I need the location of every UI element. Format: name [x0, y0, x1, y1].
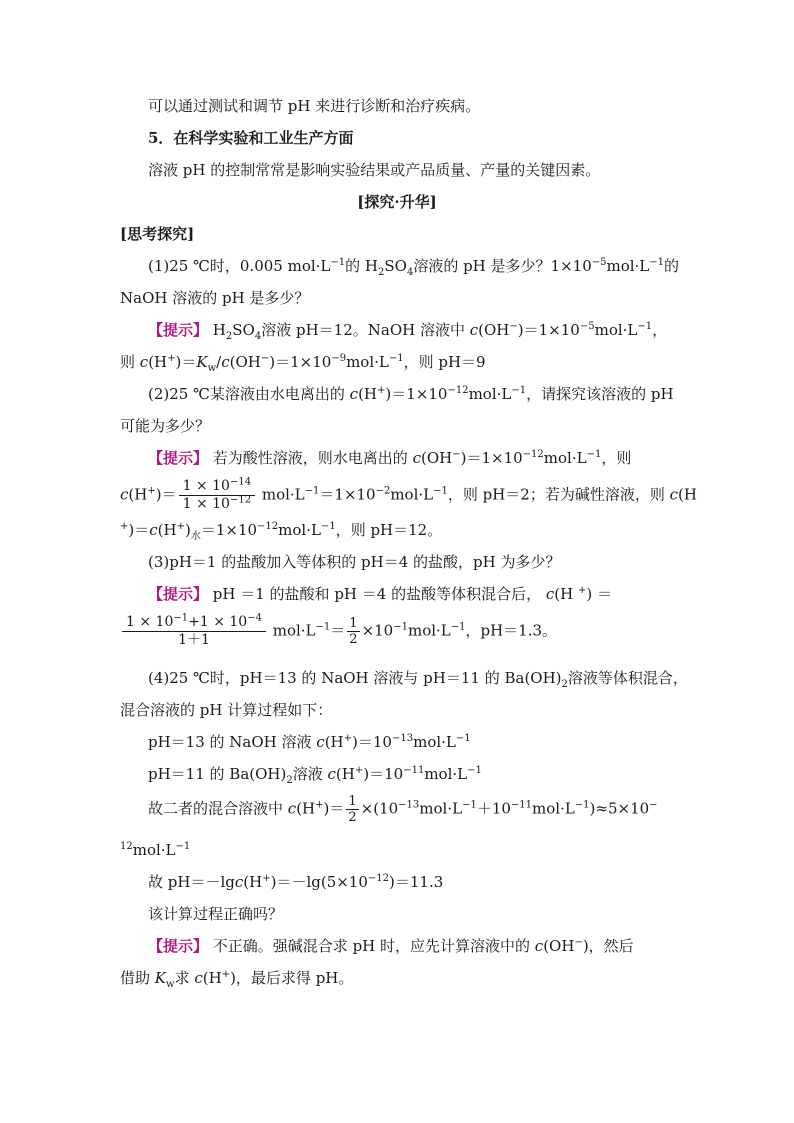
- question-3: (3)pH＝1 的盐酸加入等体积的 pH＝4 的盐酸，pH 为多少？: [148, 553, 561, 571]
- tip-1-line-2: 则 $c(H^+)=K_w/c(OH^-)=1\times 10^{-9}mol\cdot L^{-1}$，则 pH＝9: [120, 353, 486, 374]
- question-4-line-5: 故二者的混合溶液中 c(H+)＝ $\frac{1}{2}$ $\times(10^{-13}mol\cdot L^{-1}+10^{-11}mol\cdot L^{-1})\approx 5\times 10^-$: [148, 794, 658, 825]
- question-4-line-8: 该计算过程正确吗？: [148, 905, 284, 923]
- tip-2-line-2: c(H+)＝ $\frac{1 \times 10^{-14}}{1 \times 10^{-12}}$ $mol\cdot L^{-1}=1\times 10^{-2}mol\cdot L^{-1}$，则 pH＝2；若为碱性溶液，则 c(H: [120, 476, 697, 512]
- subsection-title: [思考探究]: [120, 225, 195, 243]
- question-2-line-2: 可能为多少？: [120, 417, 211, 435]
- question-4-line-4: pH＝11 的 $Ba(OH)_2$溶液 $c(H^+)=10^{-11}mol\cdot L^{-1}$: [148, 765, 482, 786]
- tip-4-line-2: 借助 $K_w$求 c(H+)，最后求得 pH。: [120, 969, 354, 990]
- section-title: [探究·升华]: [357, 193, 437, 211]
- question-4-line-2: 混合溶液的 pH 计算过程如下：: [120, 701, 333, 719]
- tip-3-line-1: 【提示】 pH ＝1 的盐酸和 pH ＝4 的盐酸等体积混合后， c(H +) ＝: [148, 585, 612, 603]
- tip-3-line-2: $\frac{1 \times 10^{-1}+1 \times 10^{-4}}{1+1}$ $mol\cdot L^{-1}=$ $\frac{1}{2}$ $\times 10^{-1}mol\cdot L^{-1}$，pH＝1.3。: [120, 614, 557, 649]
- tip-label: 【提示】: [148, 449, 209, 467]
- fraction: $\frac{1 \times 10^{-1}+1 \times 10^{-4}}{1+1}$: [122, 614, 266, 649]
- tip-label: 【提示】: [148, 585, 209, 603]
- fraction: $\frac{1 \times 10^{-14}}{1 \times 10^{-12}}$: [179, 478, 255, 513]
- section-heading: 5．在科学实验和工业生产方面: [148, 129, 354, 147]
- question-4-line-6: $^{12}mol\cdot L^{-1}$: [120, 841, 191, 859]
- question-4-line-7: 故 $pH=-\lg c(H^+)=-\lg(5\times 10^{-12})=11.3$: [148, 873, 444, 891]
- text-line: 溶液 pH 的控制常常是影响实验结果或产品质量、产量的关键因素。: [148, 161, 601, 179]
- text-line: 可以通过测试和调节 pH 来进行诊断和治疗疾病。: [148, 97, 481, 115]
- fraction-half: $\frac{1}{2}$: [348, 794, 357, 825]
- fraction-half: $\frac{1}{2}$: [349, 616, 358, 647]
- tip-4-line-1: 【提示】 不正确。强碱混合求 pH 时，应先计算溶液中的 c(OH−)，然后: [148, 937, 634, 955]
- tip-2-line-1: 【提示】 若为酸性溶液，则水电离出的 $c(OH^-)=1\times 10^{-12}mol\cdot L^{-1}$，则: [148, 449, 632, 467]
- question-1-line-2: NaOH 溶液的 pH 是多少？: [120, 289, 310, 307]
- question-4-line-3: pH＝13 的 NaOH 溶液 $c(H^+)=10^{-13}mol\cdot L^{-1}$: [148, 733, 471, 751]
- tip-label: 【提示】: [148, 321, 209, 339]
- tip-label: 【提示】: [148, 937, 209, 955]
- question-2-line-1: (2)25 ℃某溶液由水电离出的 $c(H^+)=1\times 10^{-12}mol\cdot L^{-1}$，请探究该溶液的 pH: [148, 385, 674, 403]
- tip-1-line-1: 【提示】 $H_2SO_4$溶液 pH＝12。NaOH 溶液中 $c(OH^-)=1\times 10^{-5}mol\cdot L^{-1}$，: [148, 321, 668, 342]
- question-1-line-1: (1)25 ℃时，0.005 $mol\cdot L^{-1}$的 $H_2SO_4$溶液的 pH 是多少？$1\times 10^{-5}mol\cdot L^{-1}$的: [148, 257, 680, 278]
- tip-2-line-3: $^+)=c(H^+)_水=1\times 10^{-12}mol\cdot L^{-1}$，则 pH＝12。: [120, 521, 443, 542]
- question-4-line-1: (4)25 ℃时，pH＝13 的 NaOH 溶液与 pH＝11 的 $Ba(OH)_2$溶液等体积混合，: [148, 669, 688, 690]
